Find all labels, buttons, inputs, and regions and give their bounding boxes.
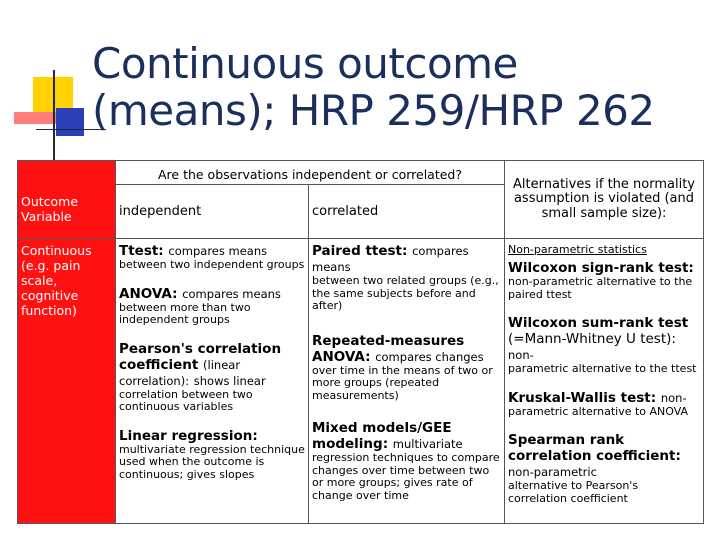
repeated-measures-entry	[312, 333, 501, 403]
pearson-short: (linear correlation):	[119, 357, 241, 388]
ttest-short: compares means	[168, 244, 268, 258]
kruskal-short: non-	[660, 390, 687, 405]
sign-rank-desc: non-parametric alternative to the paired ttest	[508, 275, 693, 301]
rm-anova-desc: over time in the means of two or more groups (repeated measurements)	[312, 363, 493, 402]
spearman-short: non-parametric	[508, 465, 597, 479]
outcome-text: Continuous (e.g. pain scale, cognitive function)	[21, 243, 92, 318]
methods-table	[17, 160, 704, 524]
sum-rank-name: Wilcoxon sum-rank test	[508, 315, 689, 331]
rm-anova-name: Repeated-measures ANOVA:	[312, 332, 465, 365]
wilcoxon-sum-rank-entry	[508, 315, 700, 376]
logo-vertical-line	[53, 70, 55, 160]
alternatives-cell	[505, 239, 704, 524]
correlated-cell	[309, 239, 505, 524]
kruskal-desc: parametric alternative to ANOVA	[508, 404, 689, 418]
anova-desc: between more than two independent groups	[119, 300, 251, 326]
ttest-desc: between two independent groups	[119, 258, 305, 271]
independent-header: independent	[119, 204, 202, 219]
mixed-models-desc: regression techniques to compare changes over time between two or more groups; gives rate of change over time	[312, 451, 500, 502]
alternatives-header: Alternatives if the normality assumption is violated (and small sample size):	[513, 176, 695, 221]
paired-ttest-desc: between two related groups (e.g., the same subjects before and after)	[312, 274, 499, 312]
sign-rank-name: Wilcoxon sign-rank test:	[508, 260, 694, 276]
mixed-models-name: Mixed models/GEE modeling:	[312, 420, 452, 452]
question-text: Are the observations independent or correlated?	[157, 167, 463, 182]
kruskal-wallis-entry	[508, 390, 700, 419]
sum-rank-name2: (=Mann-Whitney U test):	[508, 331, 676, 347]
paired-ttest-entry	[312, 243, 501, 313]
linreg-desc: multivariate regression technique used when the outcome is continuous; gives slopes	[119, 442, 305, 481]
mixed-models-short: multivariate	[392, 437, 463, 451]
anova-name: ANOVA:	[119, 285, 178, 302]
sum-rank-desc: parametric alternative to the ttest	[508, 362, 697, 375]
outcome-cell	[18, 239, 116, 524]
question-cell	[116, 161, 505, 185]
rm-anova-short: compares changes	[375, 349, 484, 364]
paired-ttest-short: compares means	[312, 244, 469, 274]
spearman-name: Spearman rank correlation coefficient:	[508, 432, 681, 464]
outcome-header: Outcome Variable	[21, 194, 79, 224]
ttest-entry	[119, 243, 305, 272]
linreg-name: Linear regression:	[119, 427, 258, 444]
independent-header-cell	[116, 185, 309, 239]
outcome-header-cell	[18, 161, 116, 239]
kruskal-name: Kruskal-Wallis test:	[508, 389, 657, 406]
independent-cell	[116, 239, 309, 524]
correlated-header-cell	[309, 185, 505, 239]
ttest-name: Ttest:	[119, 243, 164, 259]
mixed-models-entry	[312, 420, 501, 502]
anova-short: compares means	[182, 286, 281, 301]
pearson-entry	[119, 341, 305, 414]
linear-regression-entry	[119, 428, 305, 482]
alternatives-header-cell	[505, 161, 704, 239]
pearson-name: Pearson's correlation coefficient	[119, 340, 282, 373]
spearman-entry	[508, 432, 700, 505]
anova-entry	[119, 286, 305, 327]
spearman-desc: alternative to Pearson's correlation coefficient	[508, 479, 639, 505]
pearson-tail: shows linear	[193, 373, 266, 388]
logo-blue-square	[56, 108, 84, 136]
correlated-header: correlated	[312, 204, 379, 219]
pearson-desc: correlation between two continuous variables	[119, 387, 253, 413]
wilcoxon-sign-rank-entry	[508, 260, 700, 301]
paired-ttest-name: Paired ttest:	[312, 243, 408, 259]
sum-rank-short: non-	[508, 348, 534, 362]
nonparametric-subheader: Non-parametric statistics	[508, 243, 647, 256]
slide-title: Continuous outcome (means); HRP 259/HRP 262	[92, 39, 655, 135]
